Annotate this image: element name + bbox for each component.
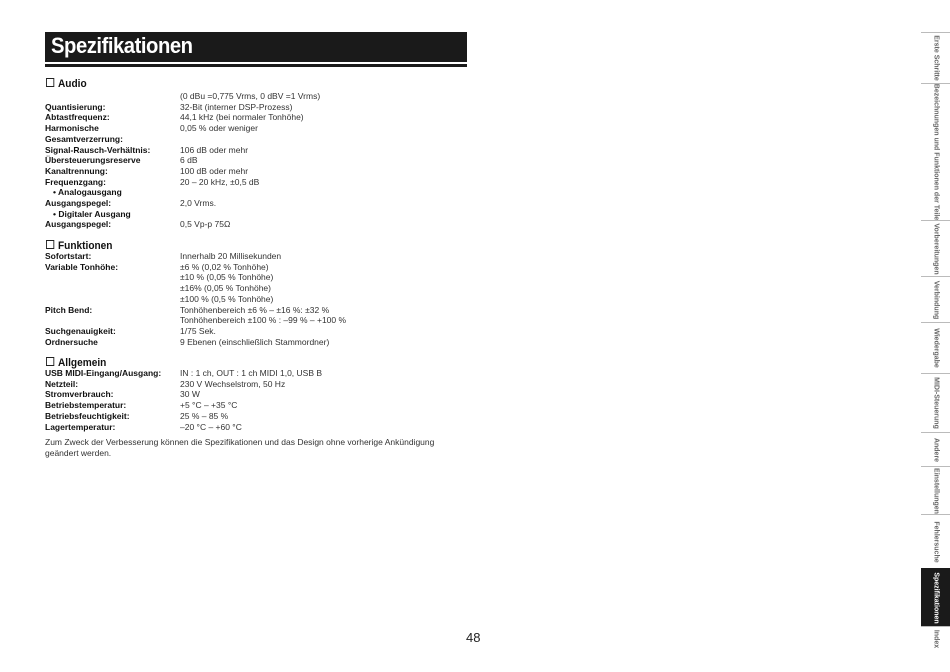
spec-value: Tonhöhenbereich ±100 % : –99 % – +100 % bbox=[180, 315, 347, 326]
spec-value: +5 °C – +35 °C bbox=[180, 400, 238, 411]
spec-label: • Digitaler Ausgang bbox=[53, 208, 131, 219]
spec-label: Gesamtverzerrung: bbox=[45, 133, 123, 144]
tab-erste-schritte[interactable] bbox=[921, 32, 950, 83]
spec-row bbox=[45, 337, 475, 348]
tab-label: Verbindung bbox=[932, 280, 939, 319]
spec-label: Sofortstart: bbox=[45, 251, 92, 261]
spec-value: 106 dB oder mehr bbox=[180, 144, 249, 155]
spec-label: Betriebstemperatur: bbox=[45, 400, 127, 411]
spec-value: 25 % – 85 % bbox=[180, 410, 229, 421]
spec-value: 1/75 Sek. bbox=[180, 325, 216, 336]
spec-label bbox=[45, 315, 180, 326]
spec-row bbox=[45, 102, 475, 113]
spec-row bbox=[45, 219, 475, 230]
chapter-tab-strip bbox=[921, 32, 950, 649]
tab-label: Index bbox=[932, 629, 939, 649]
spec-row bbox=[45, 145, 475, 156]
spec-row bbox=[45, 123, 475, 134]
spec-row bbox=[45, 166, 475, 177]
spec-label: Frequenzgang: bbox=[45, 176, 106, 187]
spec-row bbox=[45, 379, 475, 390]
spec-label: Netzteil: bbox=[45, 378, 79, 389]
spec-row bbox=[45, 294, 475, 305]
spec-value: Innerhalb 20 Millisekunden bbox=[180, 251, 282, 261]
spec-value: 0,05 % oder weniger bbox=[180, 123, 258, 134]
spec-row bbox=[45, 177, 475, 188]
tab-einstellungen[interactable] bbox=[921, 466, 950, 514]
spec-label bbox=[45, 283, 180, 294]
tab-wiedergabe[interactable] bbox=[921, 322, 950, 373]
spec-value: 44,1 kHz (bei normaler Tonhöhe) bbox=[180, 112, 304, 123]
spec-label bbox=[45, 272, 180, 283]
spec-value: 0,5 Vp-p 75Ω bbox=[180, 219, 231, 230]
spec-row bbox=[45, 262, 475, 273]
spec-label: Variable Tonhöhe: bbox=[45, 261, 119, 272]
spec-row bbox=[45, 272, 475, 283]
tab-label: Erste Schritte bbox=[932, 35, 939, 81]
spec-value: ±16% (0,05 % Tonhöhe) bbox=[180, 283, 271, 294]
tab-label: Bezeichnungen und Funktionen der Teile bbox=[932, 83, 939, 221]
spec-value: 2,0 Vrms. bbox=[180, 198, 217, 209]
spec-label: Kanaltrennung: bbox=[45, 165, 108, 176]
spec-row bbox=[45, 315, 475, 326]
checkbox-square-icon bbox=[46, 78, 54, 87]
checkbox-square-icon bbox=[46, 357, 54, 366]
spec-label: Signal-Rausch-Verhältnis: bbox=[45, 144, 151, 155]
section-heading-audio: Audio bbox=[46, 78, 87, 90]
spec-row bbox=[45, 283, 475, 294]
allgemein-spec-list bbox=[45, 368, 475, 432]
spec-label: Betriebsfeuchtigkeit: bbox=[45, 410, 130, 421]
spec-value: ±100 % (0,5 % Tonhöhe) bbox=[180, 293, 274, 304]
spec-value: IN : 1 ch, OUT : 1 ch MIDI 1,0, USB B bbox=[180, 368, 323, 378]
spec-label: Ordnersuche bbox=[45, 336, 98, 347]
spec-value: 30 W bbox=[180, 389, 200, 400]
section-heading-allgemein: Allgemein bbox=[46, 357, 106, 369]
spec-row bbox=[45, 422, 475, 433]
funktionen-spec-list bbox=[45, 251, 475, 347]
disclaimer-note: Zum Zweck der Verbesserung können die Spezifikationen und das Design ohne vorherige Ankündigung geändert werden. bbox=[45, 437, 435, 458]
spec-value: Tonhöhenbereich ±6 % – ±16 %: ±32 % bbox=[180, 304, 330, 315]
title-rule bbox=[45, 64, 467, 67]
section-heading-funktionen: Funktionen bbox=[46, 240, 112, 252]
spec-value: 100 dB oder mehr bbox=[180, 165, 249, 176]
checkbox-square-icon bbox=[46, 240, 54, 249]
spec-row bbox=[45, 326, 475, 337]
page-title: Spezifikationen bbox=[51, 33, 193, 58]
spec-row bbox=[45, 155, 475, 166]
tab-label: Wiedergabe bbox=[932, 328, 939, 368]
tab-label: MIDI-Steuerung bbox=[932, 377, 939, 429]
tab-andere[interactable] bbox=[921, 432, 950, 466]
spec-value: 20 – 20 kHz, ±0,5 dB bbox=[180, 176, 260, 187]
spec-row bbox=[45, 400, 475, 411]
spec-label: Übersteuerungsreserve bbox=[45, 155, 141, 166]
spec-label: • Analogausgang bbox=[53, 187, 122, 198]
spec-label: Suchgenauigkeit: bbox=[45, 325, 116, 336]
spec-value: 32-Bit (interner DSP-Prozess) bbox=[180, 101, 293, 112]
tab-fehlersuche[interactable] bbox=[921, 514, 950, 568]
spec-label: Harmonische bbox=[45, 123, 99, 134]
spec-label: USB MIDI-Eingang/Ausgang: bbox=[45, 368, 162, 378]
tab-vorbereitungen[interactable] bbox=[921, 220, 950, 276]
spec-label: Pitch Bend: bbox=[45, 304, 93, 315]
tab-label: Einstellungen bbox=[932, 467, 939, 514]
spec-label: Abtastfrequenz: bbox=[45, 112, 110, 123]
tab-index[interactable] bbox=[921, 626, 950, 651]
audio-spec-list bbox=[45, 91, 475, 230]
spec-value: 230 V Wechselstrom, 50 Hz bbox=[180, 378, 286, 389]
spec-value: 6 dB bbox=[180, 155, 198, 166]
tab-label: Andere bbox=[932, 437, 939, 462]
spec-row bbox=[45, 91, 475, 102]
spec-row bbox=[45, 187, 475, 198]
spec-row bbox=[45, 368, 475, 379]
spec-row bbox=[45, 134, 475, 145]
spec-value: –20 °C – +60 °C bbox=[180, 421, 242, 432]
spec-label: Quantisierung: bbox=[45, 101, 106, 112]
tab-label: Vorbereitungen bbox=[932, 222, 939, 275]
spec-label: Ausgangspegel: bbox=[45, 219, 112, 230]
spec-label: Lagertemperatur: bbox=[45, 421, 116, 432]
spec-row bbox=[45, 251, 475, 262]
tab-label: Spezifikationen bbox=[932, 571, 939, 624]
spec-value: ±6 % (0,02 % Tonhöhe) bbox=[180, 261, 269, 272]
spec-value: ±10 % (0,05 % Tonhöhe) bbox=[180, 272, 274, 283]
tab-label: Fehlersuche bbox=[932, 520, 939, 563]
spec-label: Ausgangspegel: bbox=[45, 198, 112, 209]
tab-midi-steuerung[interactable] bbox=[921, 373, 950, 432]
spec-label: Stromverbrauch: bbox=[45, 389, 114, 400]
spec-row bbox=[45, 112, 475, 123]
page-title-bar bbox=[45, 32, 467, 62]
spec-value: (0 dBu =0,775 Vrms, 0 dBV =1 Vrms) bbox=[180, 91, 321, 101]
spec-row bbox=[45, 198, 475, 209]
spec-row bbox=[45, 389, 475, 400]
spec-row bbox=[45, 305, 475, 316]
spec-label bbox=[45, 294, 180, 305]
page-number: 48 bbox=[466, 630, 481, 645]
spec-value: 9 Ebenen (einschließlich Stammordner) bbox=[180, 336, 330, 347]
spec-row bbox=[45, 411, 475, 422]
tab-verbindung[interactable] bbox=[921, 276, 950, 322]
tab-bezeichnungen-und-funktionen-der-teile[interactable] bbox=[921, 83, 950, 220]
tab-spezifikationen[interactable] bbox=[921, 568, 950, 626]
spec-row bbox=[45, 209, 475, 220]
